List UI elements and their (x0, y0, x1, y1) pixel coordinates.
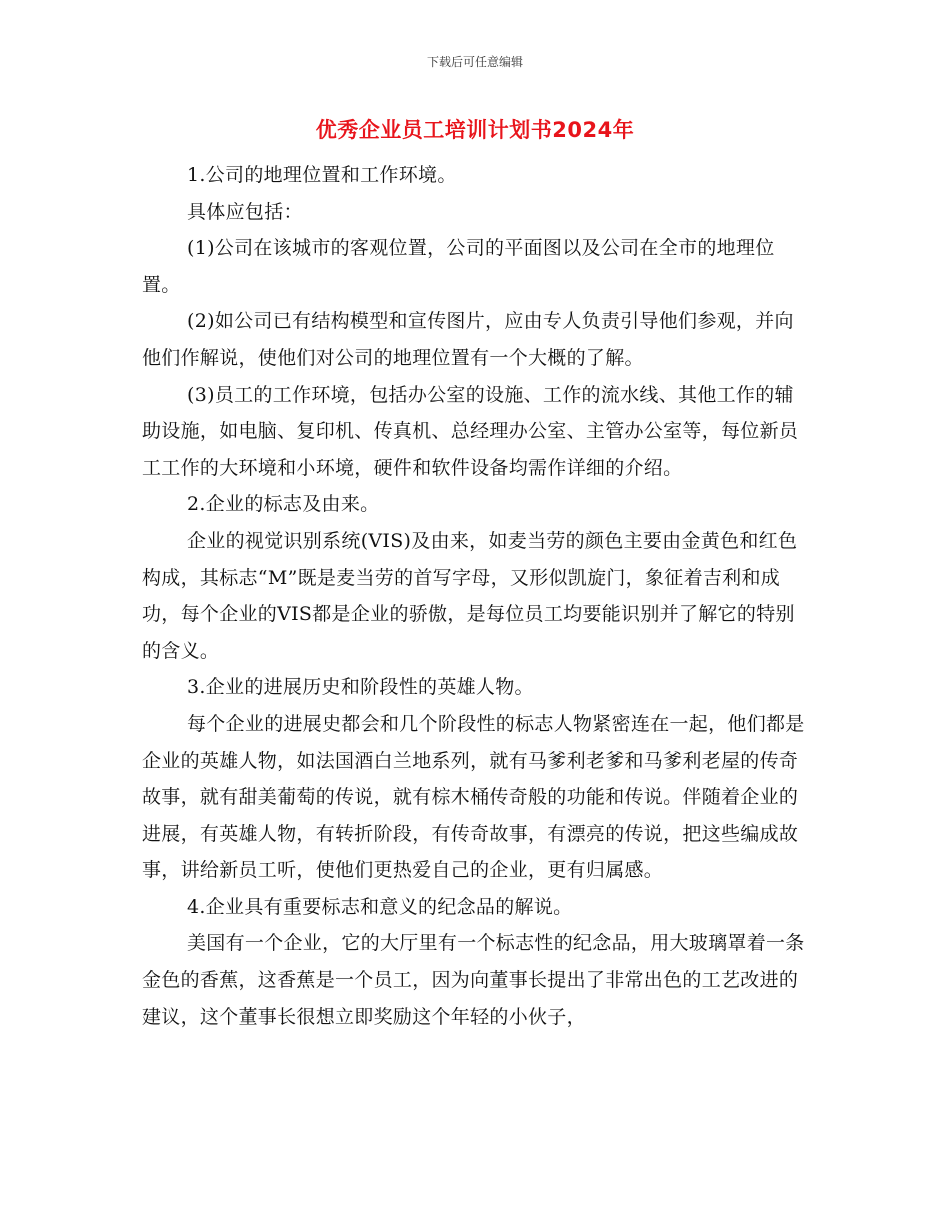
paragraph-section-3-body: 每个企业的进展史都会和几个阶段性的标志人物紧密连在一起，他们都是企业的英雄人物，如法国酒白兰地系列，就有马爹利老爹和马爹利老屋的传奇故事，就有甜美葡萄的传说，就有棕木桶传奇般的功能和传说。伴随着企业的进展，有英雄人物，有转折阶段，有传奇故事，有漂亮的传说，把这些编成故事，讲给新员工听，使他们更热爱自己的企业，更有归属感。 (142, 712, 805, 882)
paragraph-section-1-heading: 1.公司的地理位置和工作环境。 (187, 164, 457, 186)
paragraph-section-4-body: 美国有一个企业，它的大厅里有一个标志性的纪念品，用大玻璃罩着一条金色的香蕉，这香蕉是一个员工，因为向董事长提出了非常出色的工艺改进的建议，这个董事长很想立即奖励这个年轻的小伙子， (142, 932, 805, 1028)
document-title: 优秀企业员工培训计划书2024年 (315, 118, 635, 142)
document-body (142, 157, 810, 1035)
paragraph-section-2-body: 企业的视觉识别系统(VIS)及由来，如麦当劳的颜色主要由金黄色和红色构成，其标志“M”既是麦当劳的首写字母，又形似凯旋门，象征着吉利和成功，每个企业的VIS都是企业的骄傲，是每位员工均要能识别并了解它的特别的含义。 (142, 529, 798, 662)
paragraph-section-3-heading: 3.企业的进展历史和阶段性的英雄人物。 (187, 676, 534, 699)
paragraph-item-3: (3)员工的工作环境，包括办公室的设施、工作的流水线、其他工作的辅助设施，如电脑、复印机、传真机、总经理办公室、主管办公室等，每位新员工工作的大环境和小环境，硬件和软件设备均需作详细的介绍。 (142, 383, 799, 479)
paragraph-item-2: (2)如公司已有结构模型和宣传图片，应由专人负责引导他们参观，并向他们作解说，使他们对公司的地理位置有一个大概的了解。 (142, 310, 794, 369)
paragraph-section-2-heading: 2.企业的标志及由来。 (187, 493, 380, 516)
paragraph-section-4-heading: 4.企业具有重要标志和意义的纪念品的解说。 (187, 895, 573, 918)
page-header-note: 下载后可任意编辑 (426, 55, 523, 69)
paragraph-item-1: (1)公司在该城市的客观位置，公司的平面图以及公司在全市的地理位置。 (142, 237, 775, 296)
paragraph-intro: 具体应包括： (187, 200, 303, 223)
